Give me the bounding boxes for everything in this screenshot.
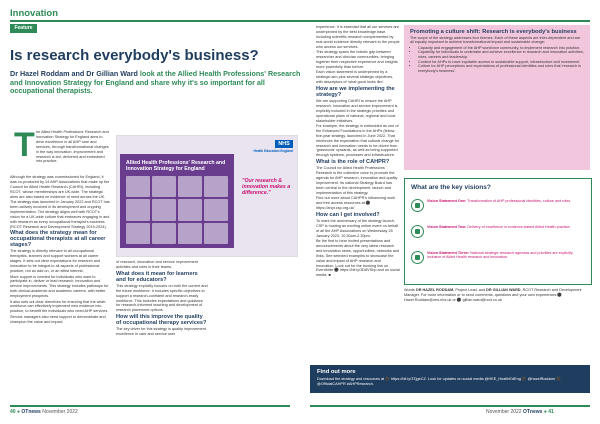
vision-three-desc: National strategic research agendas and priorities are explicitly inclusive of Allied Health research and innovation. bbox=[427, 251, 573, 260]
list-item: • Culture for AHP perceptions and expectations of professional identities and roles that 'research is everybody's business'. bbox=[418, 64, 584, 73]
col3-p2: This strategy spans the holistic gap between researcher and clinician communities, bringing together their respective experience and insights more powerfully than before. bbox=[316, 50, 398, 69]
col2-p3: The key driver for this strategy is quality improvement, excellence in care and service user bbox=[116, 327, 207, 337]
author-role-1: , Project Lead, and bbox=[453, 288, 487, 292]
footer-right-bullet-icon: ● bbox=[543, 409, 547, 415]
cover-photo bbox=[152, 199, 176, 220]
col3-p9: Be the first to hear invited presentations and announcements about the very latest research and innovation news, opportunities, networks and links. See selected examples to showcase the value and impact of AHP research and innovation. Look out for the booking link on Eventbrite ⚫ https://bit.ly/3D8VShp and on social media. ■ bbox=[316, 239, 400, 278]
author-role-2: , RCOT Research and Development Manager. For more information or to send comments, questions and your own experiences ⚫ Hazel.Roddam@nes.nhs.uk or ⚫ gillian.ward@rcot.co.uk bbox=[404, 288, 582, 302]
vision-two-label: Vision Statement Two: bbox=[427, 225, 467, 229]
page-title: Is research everybody's business? bbox=[10, 47, 259, 64]
author-name-2: DR GILLIAN WARD bbox=[486, 288, 521, 292]
promo-list bbox=[410, 46, 584, 74]
column-2 bbox=[116, 260, 208, 338]
list-item: • Capacity and engagement of the AHP workforce community, to implement research into practice. bbox=[418, 46, 584, 51]
cover-photo bbox=[126, 199, 150, 220]
list-item: • Context for AHPs to have equitable access to sustainable support, infrastructure and investment. bbox=[418, 60, 584, 65]
cover-photo bbox=[152, 223, 176, 244]
heading-quality: How will this improve the quality of occupational therapy services? bbox=[116, 314, 207, 327]
col1-p3: The strategy was launched in January 2022 and RCOT has been actively involved in its development and ongoing implementation. The strategy aligns well with RCOT's vision for a UK-wide culture that embraces engaging in and with research as every occupational therapist's business (RCOT Research and Development Strategy 2019-2024). bbox=[10, 200, 110, 229]
page-number-left: 40 bbox=[10, 409, 16, 415]
cover-photo bbox=[178, 223, 202, 244]
footer-left-date: November 2022 bbox=[42, 409, 78, 415]
vision-three-icon-mark bbox=[415, 255, 420, 260]
column-1 bbox=[10, 175, 110, 325]
vision-two-text bbox=[427, 225, 585, 229]
visions-heading: What are the key visions? bbox=[411, 184, 491, 191]
col3-p3: Each vision statement is underpinned by a strategic aim plus several strategic objectives, with descriptors of 'what good looks like'. bbox=[316, 70, 394, 84]
credits-prefix: Words bbox=[404, 288, 416, 292]
col1-p4: The strategy is directly relevant to all occupational therapists, learners and support workers at all career stages. It sets out clear expectations for research and innovation to be integral to all aspects of professional practice, not an add on, or an elitist interest. bbox=[10, 249, 101, 274]
find-out-more-box bbox=[310, 365, 590, 393]
page-number-right: 41 bbox=[548, 409, 554, 415]
col3-p4: We are supporting CAHRI to ensure the AHP research, innovation and service improvement is explicitly included in the strategic priorities and operational plans of national, regional and local stakeholder initiatives. bbox=[316, 98, 398, 123]
vision-three-text bbox=[427, 251, 585, 260]
promo-intro: The scope of the strategy addresses four themes. Each of these aspects are inter-dependent and are all equally important to achieve transformational impact and sustainable change: bbox=[410, 35, 581, 45]
col3-p1: experience. It is essential that all our services are underpinned by the best knowledge base, including scientific research complemented by real-world evidence directly relevant to the people who access our services. bbox=[316, 25, 400, 49]
feature-tag: Feature bbox=[10, 24, 37, 33]
cover-photo-grid bbox=[126, 176, 228, 244]
vision-three-icon bbox=[411, 251, 424, 264]
heading-learners: What does it mean for learners and for educators? bbox=[116, 270, 198, 283]
nhs-logo: NHS bbox=[275, 140, 293, 148]
vision-row-2 bbox=[411, 223, 587, 245]
heading-strategy-meaning: What does the strategy mean for occupational therapists at all career stages? bbox=[10, 230, 106, 249]
strategy-cover bbox=[120, 154, 234, 248]
cover-photo bbox=[126, 176, 150, 197]
vision-row-1 bbox=[411, 197, 587, 219]
vision-two-icon bbox=[411, 225, 424, 238]
vision-row-3 bbox=[411, 249, 587, 271]
cover-title: Allied Health Professions' Research and Innovation Strategy for England bbox=[126, 160, 226, 172]
footer-divider-right bbox=[310, 405, 590, 407]
strategy-cover-image bbox=[116, 135, 298, 257]
cover-quote: "Our research & innovation makes a difference." bbox=[242, 178, 291, 196]
top-divider bbox=[10, 20, 590, 22]
heading-implementing: How are we implementing the strategy? bbox=[316, 85, 395, 98]
footer-right bbox=[486, 409, 554, 415]
vision-two-icon-mark bbox=[415, 229, 420, 234]
find-out-more-text: Download the strategy and resources at ⚫ https://bit.ly/3TjgeCZ. Look for updates on social media @HEE_HealthEdEng ⚫ @hazelRoddam ⚫ @OfficialCAHPR #AHPResearch. bbox=[317, 377, 561, 386]
col1-intro: he Allied Health Professions' Research and Innovation Strategy for England aims to drive excellence in all AHP care and services, through transformational changes in the way innovation, improvement and research is led, delivered and embedded into practice. bbox=[36, 130, 109, 164]
cover-photo bbox=[178, 176, 202, 197]
heading-get-involved: How can I get involved? bbox=[316, 211, 380, 218]
vision-one-icon bbox=[411, 199, 424, 212]
cover-photo bbox=[152, 176, 176, 197]
heading-cahpr-role: What is the role of CAHPR? bbox=[316, 159, 390, 166]
culture-shift-box bbox=[404, 25, 590, 170]
footer-left bbox=[10, 409, 78, 415]
find-out-more-title: Find out more bbox=[317, 369, 356, 375]
cover-photo bbox=[204, 176, 228, 197]
col2-p2: This strategy explicitly focuses on both the current and the future workforce. It includes specific objectives to support a research-confident and research-ready workforce. This includes expectations and guidance for research-informed teaching and development of research placement options. bbox=[116, 283, 208, 313]
standfirst-text: look at the Allied Health Professions' Research and Innovation Strategy for England and share why it's so important for all occupational therapists. bbox=[10, 69, 301, 96]
vision-three-label: Vision Statement Three: bbox=[427, 251, 470, 255]
section-title: Innovation bbox=[10, 8, 59, 19]
vision-one-icon-mark bbox=[415, 203, 420, 208]
col1-p2: Although the strategy was commissioned for England, it was co-produced by 14 AHP Associations that make up the Council for Allied Health Research (CAHRI), including RCOT, whose memberships are UK-wide. The strategic aims are also based on evidence of need across the UK. bbox=[10, 175, 110, 199]
vision-one-label: Vision Statement One: bbox=[427, 199, 467, 203]
standfirst bbox=[10, 70, 310, 96]
promo-heading: Promoting a culture shift: Research is everybody's business bbox=[410, 29, 577, 35]
col3-p7: Find out more about CAHPR's influencing work and free access resources at ⚫ https://ahpr.csp.org.uk/ bbox=[316, 196, 396, 210]
footer-right-date: November 2022 bbox=[486, 409, 522, 415]
col3-p6: The Council for Allied Health Professions Research is the collective voice to promote the agenda for AHP research, innovation and quality improvement. Its national Strategy Board has been central to the development, launch and implementation of this strategy. bbox=[316, 166, 398, 195]
vision-two-desc: Delivery of excellence in evidence-based Allied Health practice. bbox=[466, 225, 571, 229]
vision-one-desc: Transformation of AHP professional identities, culture and roles. bbox=[466, 199, 572, 203]
cover-photo bbox=[204, 223, 228, 244]
key-visions-box bbox=[404, 178, 592, 285]
column-3 bbox=[316, 25, 400, 279]
col1-p6: It also sets out clear directives for ensuring that the wider workforce can effectively implement new evidence into practice, to benefit the individuals who need AHP services. bbox=[10, 299, 109, 314]
vision-one-text bbox=[427, 199, 585, 203]
standfirst-authors: Dr Hazel Roddam and Dr Gillian Ward bbox=[10, 69, 138, 78]
col2-p1: of research, innovation and service improvement activities and roles in their teams. bbox=[116, 260, 198, 269]
drop-cap: T bbox=[14, 126, 35, 164]
col1-p5: More support is needed for individuals who want to participate in, deliver or lead research, innovation and service improvements. This strategy includes pathways for both clinical-academic and academic careers, with better employment prospects. bbox=[10, 274, 109, 299]
col1-p7: Service managers also need support to demonstrate and champion the value and impact bbox=[10, 314, 106, 324]
list-item: • Capability for individuals to undertake and achieve excellence in research and innovation activities, roles, careers and leadership. bbox=[418, 50, 584, 59]
cover-photo bbox=[126, 223, 150, 244]
footer-left-bullet-icon: ● bbox=[16, 409, 20, 415]
col3-p8: To mark the anniversary of the strategy launch, CSP is hosting an exciting online event on behalf of all the AHP Associations on Wednesday 25 January 2023, 10.30am-2.30pm. bbox=[316, 218, 399, 238]
cover-photo bbox=[178, 199, 202, 220]
column-1-intro bbox=[36, 130, 110, 165]
footer-right-magazine: OTnews bbox=[522, 409, 543, 415]
col3-p5: For example, the strategy is embedded as one of the Enhanced Foundations in the AHPs (fellow five-year strategy, launched in June 2022. That reinforces the expectation that cultural change for research and innovation needs to be driven from 'grassroots' upwards, as well as being supported through systems, processes and infrastructure. bbox=[316, 123, 400, 158]
nhs-logo-subtitle: Health Education England bbox=[253, 149, 293, 153]
author-name-1: DR HAZEL RODDAM bbox=[415, 288, 454, 292]
footer-left-magazine: OTnews bbox=[21, 409, 41, 415]
cover-photo bbox=[204, 199, 228, 220]
author-credits bbox=[404, 288, 590, 303]
footer-divider-left bbox=[10, 405, 290, 407]
